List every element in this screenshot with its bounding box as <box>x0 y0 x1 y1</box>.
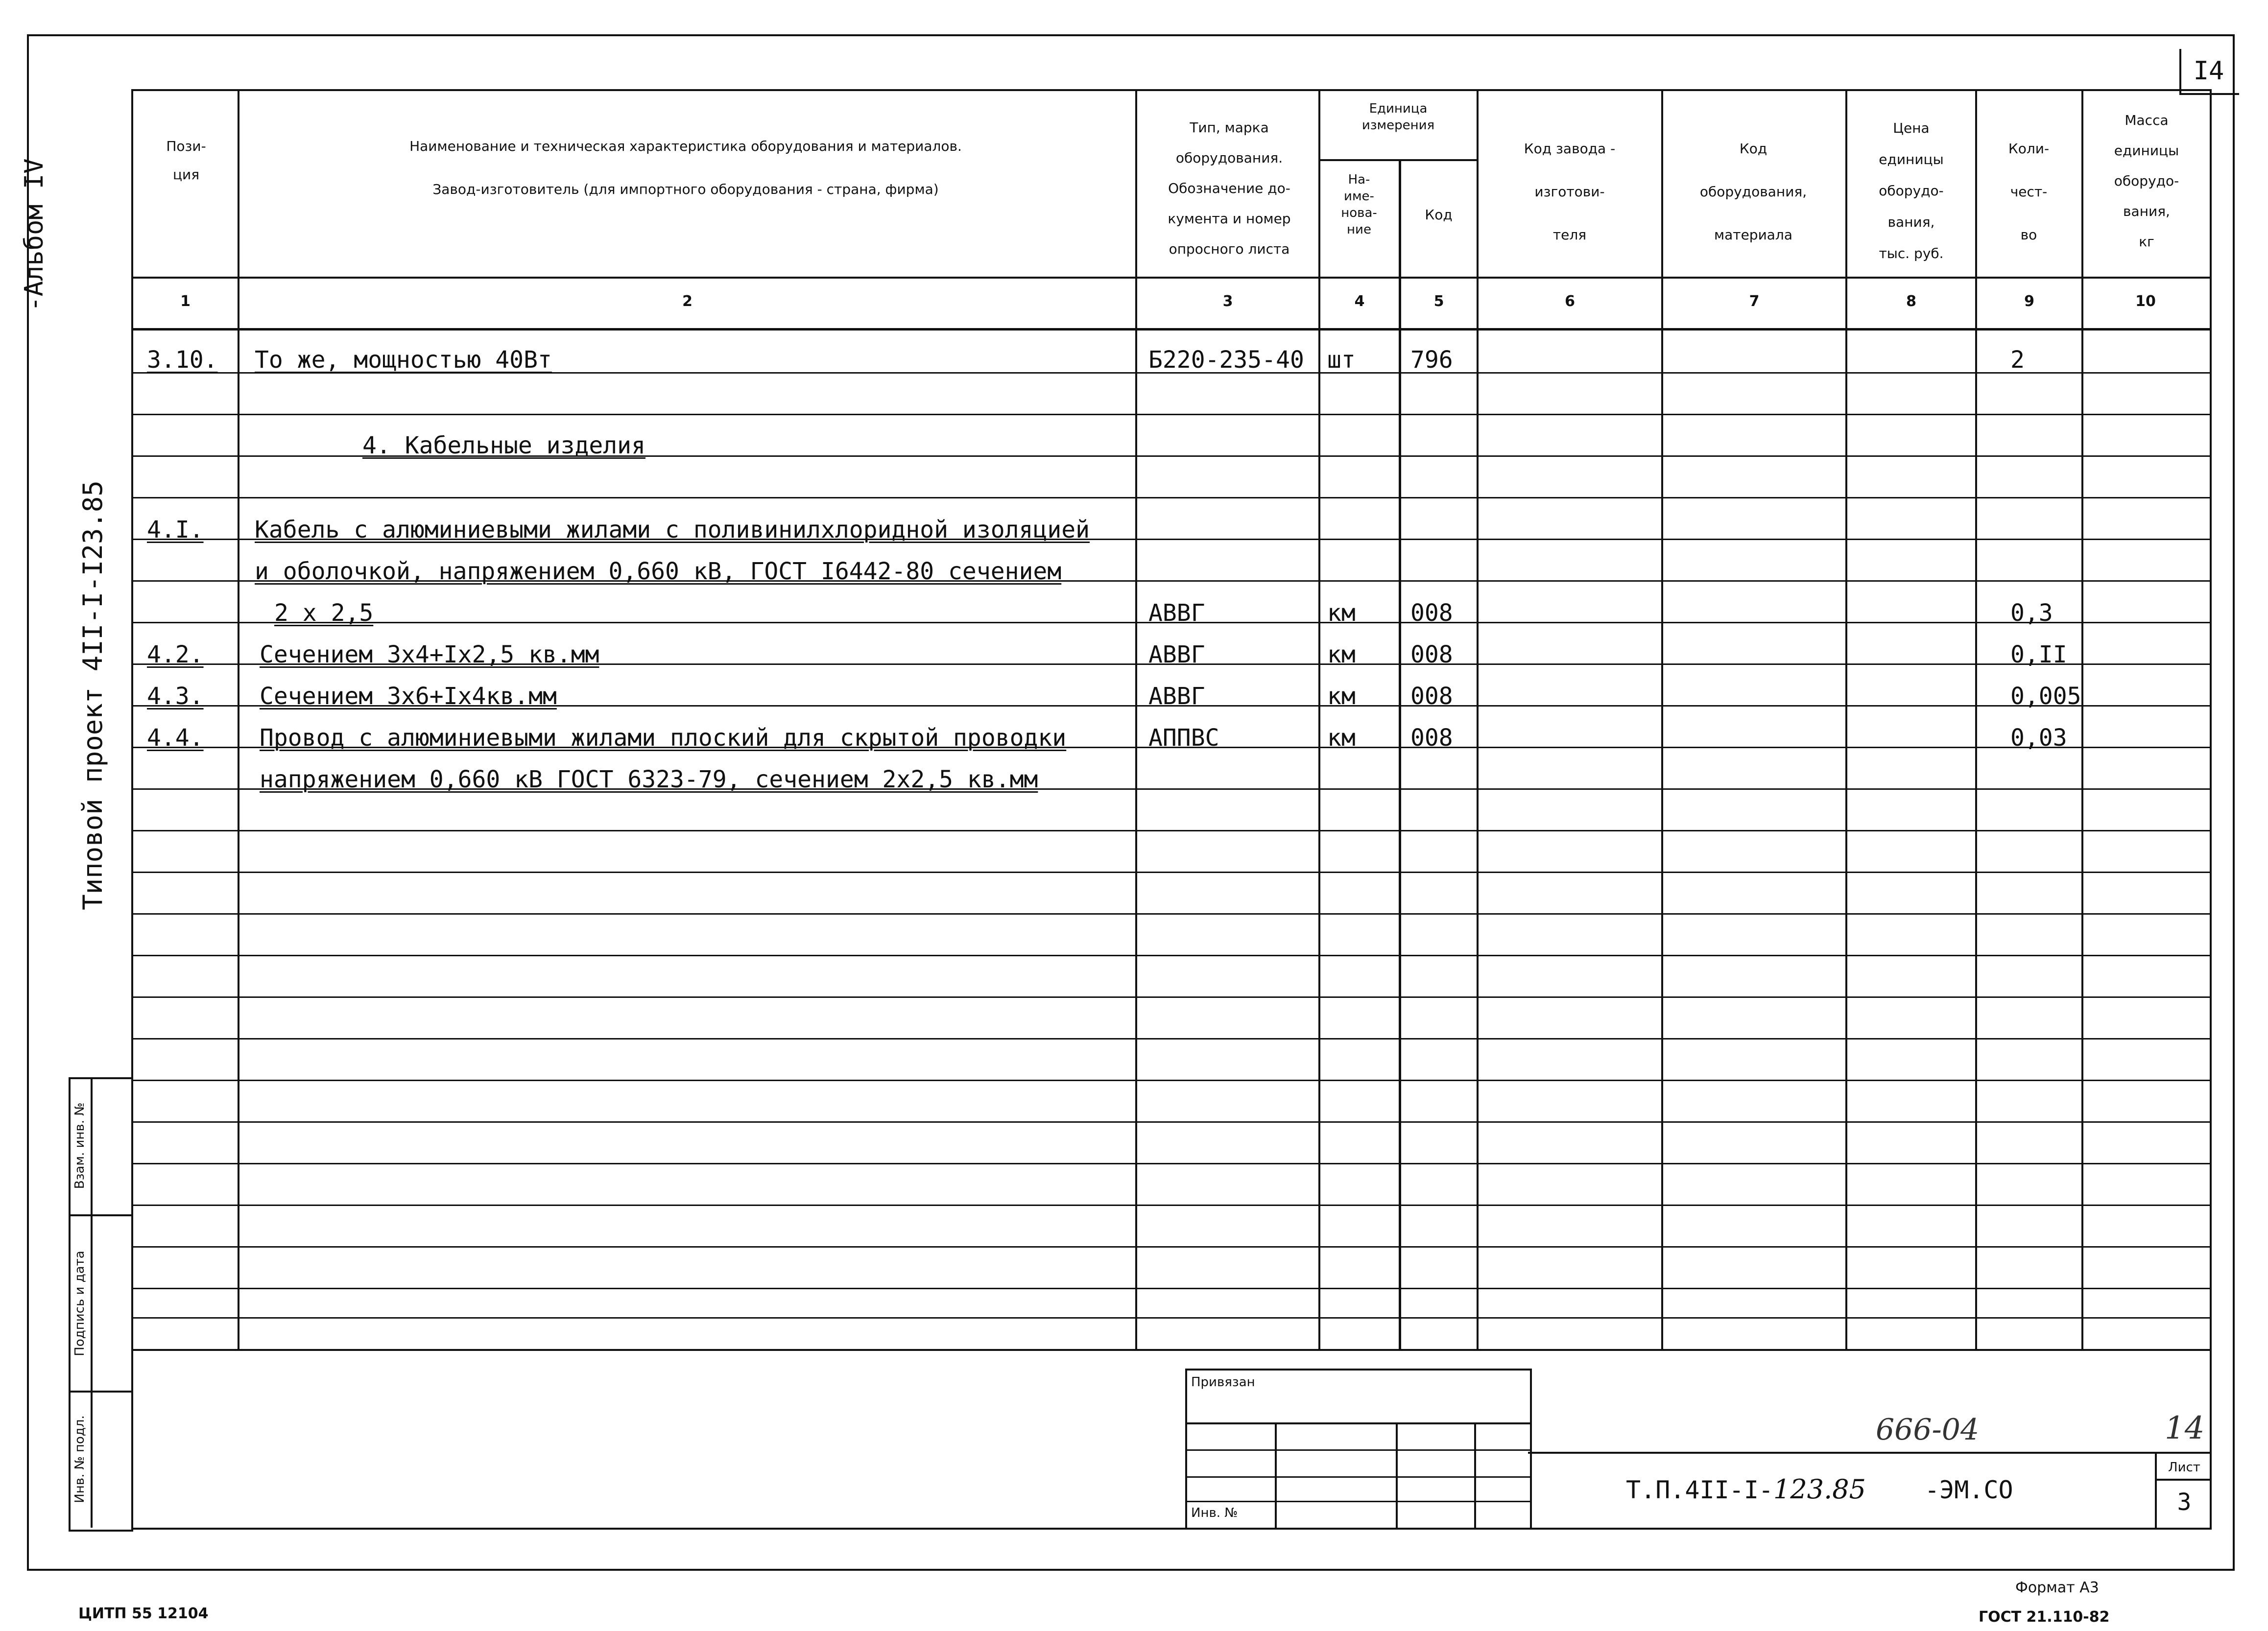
col-number: 6 <box>1565 293 1575 310</box>
doc-code-suffix: -ЭМ.СО <box>1924 1476 2013 1504</box>
tb-line <box>1275 1422 1277 1528</box>
row-position: 4.2. <box>147 641 204 668</box>
header-col8-line: Цена <box>1893 120 1930 136</box>
row-line <box>131 1205 2210 1206</box>
row-code: 008 <box>1410 683 1453 710</box>
col-number: 7 <box>1749 293 1760 310</box>
header-col10-line: вания, <box>2123 203 2170 219</box>
header-col6-line: теля <box>1552 227 1587 243</box>
row-qty: 0,II <box>2010 641 2067 668</box>
body-bottom <box>131 1349 2210 1351</box>
row-qty: 0,3 <box>2010 599 2053 627</box>
header-bottom <box>131 277 2210 279</box>
row-line <box>131 996 2210 998</box>
handwritten-number: 666-04 <box>1876 1413 1980 1447</box>
privyazan-label: Привязан <box>1191 1375 1255 1390</box>
tb-line <box>2155 1479 2210 1481</box>
row-line <box>131 1038 2210 1040</box>
section-heading: 4. Кабельные изделия <box>362 432 645 459</box>
row-position: 4.I. <box>147 516 204 544</box>
row-line <box>131 913 2210 915</box>
stamp-label-podpis: Подпись и дата <box>72 1251 87 1356</box>
row-line <box>131 955 2210 956</box>
header-col3-line: оборудования. <box>1175 150 1283 166</box>
footer-left: ЦИТП 55 12104 <box>78 1605 209 1622</box>
row-line <box>131 1080 2210 1081</box>
header-col6-line: изготови- <box>1534 184 1605 200</box>
header-col9-line: чест- <box>2010 184 2048 200</box>
row-code: 008 <box>1410 599 1453 627</box>
doc-code-hand: 123.85 <box>1773 1474 1866 1505</box>
header-col4-line: нова- <box>1341 206 1377 220</box>
row-code: 796 <box>1410 346 1453 374</box>
row-unit: км <box>1327 724 1356 752</box>
header-col9-line: во <box>2020 227 2037 243</box>
header-col1 <box>147 132 225 189</box>
header-col10-line: Масса <box>2125 112 2169 128</box>
row-code: 008 <box>1410 641 1453 668</box>
header-col8-line: вания, <box>1887 214 1935 230</box>
row-qty: 0,03 <box>2010 724 2067 752</box>
header-col2-line2: Завод-изготовитель (для импортного оборудования - страна, фирма) <box>432 181 939 197</box>
row-name: 2 х 2,5 <box>274 599 374 627</box>
header-unit <box>1322 100 1474 134</box>
col-number: 1 <box>180 293 191 310</box>
row-line <box>131 497 2210 498</box>
row-qty: 0,005 <box>2010 683 2081 710</box>
header-col8-line: оборудо- <box>1879 183 1944 199</box>
header-col10-line: оборудо- <box>2114 173 2179 189</box>
header-col7 <box>1665 127 1841 257</box>
row-type: АВВГ <box>1148 641 1205 668</box>
col-number: 9 <box>2024 293 2034 310</box>
header-unit-divider <box>1318 159 1479 161</box>
row-position: 3.10. <box>147 346 218 374</box>
header-col8-line: единицы <box>1879 151 1944 167</box>
col-number: 8 <box>1906 293 1916 310</box>
row-line <box>131 1121 2210 1123</box>
row-name: и оболочкой, напряжением 0,660 кВ, ГОСТ I6442-80 сечением <box>255 558 1062 585</box>
header-col7-line: Код <box>1739 141 1767 157</box>
col-number: 2 <box>682 293 692 310</box>
row-code: 008 <box>1410 724 1453 752</box>
row-qty: 2 <box>2010 346 2025 374</box>
tb-line <box>1185 1449 1530 1451</box>
header-col3-line: опросного листа <box>1169 241 1290 257</box>
header-col8 <box>1849 113 1974 269</box>
col-number: 3 <box>1222 293 1233 310</box>
header-col7-line: материала <box>1714 227 1792 243</box>
doc-code <box>1626 1474 2013 1505</box>
header-col10-line: кг <box>2139 234 2154 250</box>
list-label: Лист <box>2168 1460 2200 1475</box>
sheet-handwritten: 14 <box>2165 1410 2205 1446</box>
row-line <box>131 1317 2210 1319</box>
col-line <box>1399 159 1401 1350</box>
row-position: 4.3. <box>147 683 204 710</box>
header-col3-line: Тип, марка <box>1190 119 1269 136</box>
header-col4-line: На- <box>1348 172 1370 187</box>
header-unit-line: Единица <box>1369 101 1428 116</box>
row-position: 4.4. <box>147 724 204 752</box>
number-row-bottom <box>131 328 2210 331</box>
header-col9-line: Коли- <box>2008 141 2050 157</box>
stamp-label-inv: Инв. № подл. <box>72 1415 87 1503</box>
row-type: АВВГ <box>1148 599 1205 627</box>
header-col4 <box>1322 171 1396 238</box>
row-line <box>131 1163 2210 1164</box>
header-col6 <box>1481 127 1658 257</box>
row-name: Сечением 3х4+Iх2,5 кв.мм <box>260 641 599 668</box>
row-name: Кабель с алюминиевыми жилами с поливинилхлоридной изоляцией <box>255 516 1090 544</box>
row-name: То же, мощностью 40Вт <box>255 346 552 374</box>
header-col1-line: Пози- <box>166 138 206 154</box>
header-col1-line: ция <box>172 166 200 183</box>
header-col3-line: Обозначение до- <box>1168 180 1290 196</box>
row-unit: км <box>1327 599 1356 627</box>
header-col2-line1: Наименование и техническая характеристика оборудования и материалов. <box>409 138 962 154</box>
col-number: 5 <box>1433 293 1444 310</box>
tb-line <box>1185 1501 1530 1502</box>
header-col7-line: оборудования, <box>1699 184 1807 200</box>
doc-code-prefix: Т.П.4II-I- <box>1626 1476 1774 1504</box>
stamp-divider <box>91 1077 93 1528</box>
inv-no-label: Инв. № <box>1191 1506 1238 1520</box>
header-col2 <box>255 132 1117 204</box>
row-line <box>131 1246 2210 1248</box>
row-name: Сечением 3х6+Iх4кв.мм <box>260 683 557 710</box>
tb-line <box>1396 1422 1398 1528</box>
header-col8-line: тыс. руб. <box>1879 245 1944 261</box>
footer-gost: ГОСТ 21.110-82 <box>1979 1608 2110 1626</box>
row-type: АВВГ <box>1148 683 1205 710</box>
row-name: напряжением 0,660 кВ ГОСТ 6323-79, сечением 2х2,5 кв.мм <box>260 766 1038 793</box>
row-type: АППВС <box>1148 724 1219 752</box>
tb-line <box>1528 1452 2210 1454</box>
row-unit: км <box>1327 641 1356 668</box>
header-col6-line: Код завода - <box>1524 141 1616 157</box>
header-col4-line: име- <box>1344 189 1374 204</box>
row-type: Б220-235-40 <box>1148 346 1304 374</box>
tb-line <box>1185 1422 1530 1424</box>
row-unit: км <box>1327 683 1356 710</box>
project-label: Типовой проект 4II-I-I23.85 <box>77 480 108 910</box>
row-line <box>131 830 2210 831</box>
sheet-number: 3 <box>2177 1489 2192 1516</box>
corner-sheet-number: I4 <box>2193 56 2224 86</box>
tb-line <box>1185 1476 1530 1478</box>
header-col4-line: ние <box>1347 222 1371 237</box>
row-line <box>131 414 2210 415</box>
header-col5: Код <box>1425 207 1453 223</box>
header-unit-line: измерения <box>1361 118 1435 133</box>
header-col10 <box>2085 105 2208 257</box>
header-col10-line: единицы <box>2114 142 2179 159</box>
album-label: -Альбом IV <box>20 158 49 312</box>
row-name: Провод с алюминиевыми жилами плоский для скрытой проводки <box>260 724 1067 752</box>
col-number: 10 <box>2135 293 2156 310</box>
row-line <box>131 872 2210 873</box>
row-unit: шт <box>1327 346 1356 374</box>
header-col3-line: кумента и номер <box>1168 211 1291 227</box>
footer-format: Формат А3 <box>2015 1579 2099 1596</box>
row-line <box>131 1288 2210 1289</box>
col-number: 4 <box>1354 293 1365 310</box>
stamp-label-vzam: Взам. инв. № <box>72 1102 87 1189</box>
header-col9 <box>1979 127 2079 257</box>
header-col3 <box>1141 113 1317 264</box>
tb-line <box>1474 1422 1476 1528</box>
